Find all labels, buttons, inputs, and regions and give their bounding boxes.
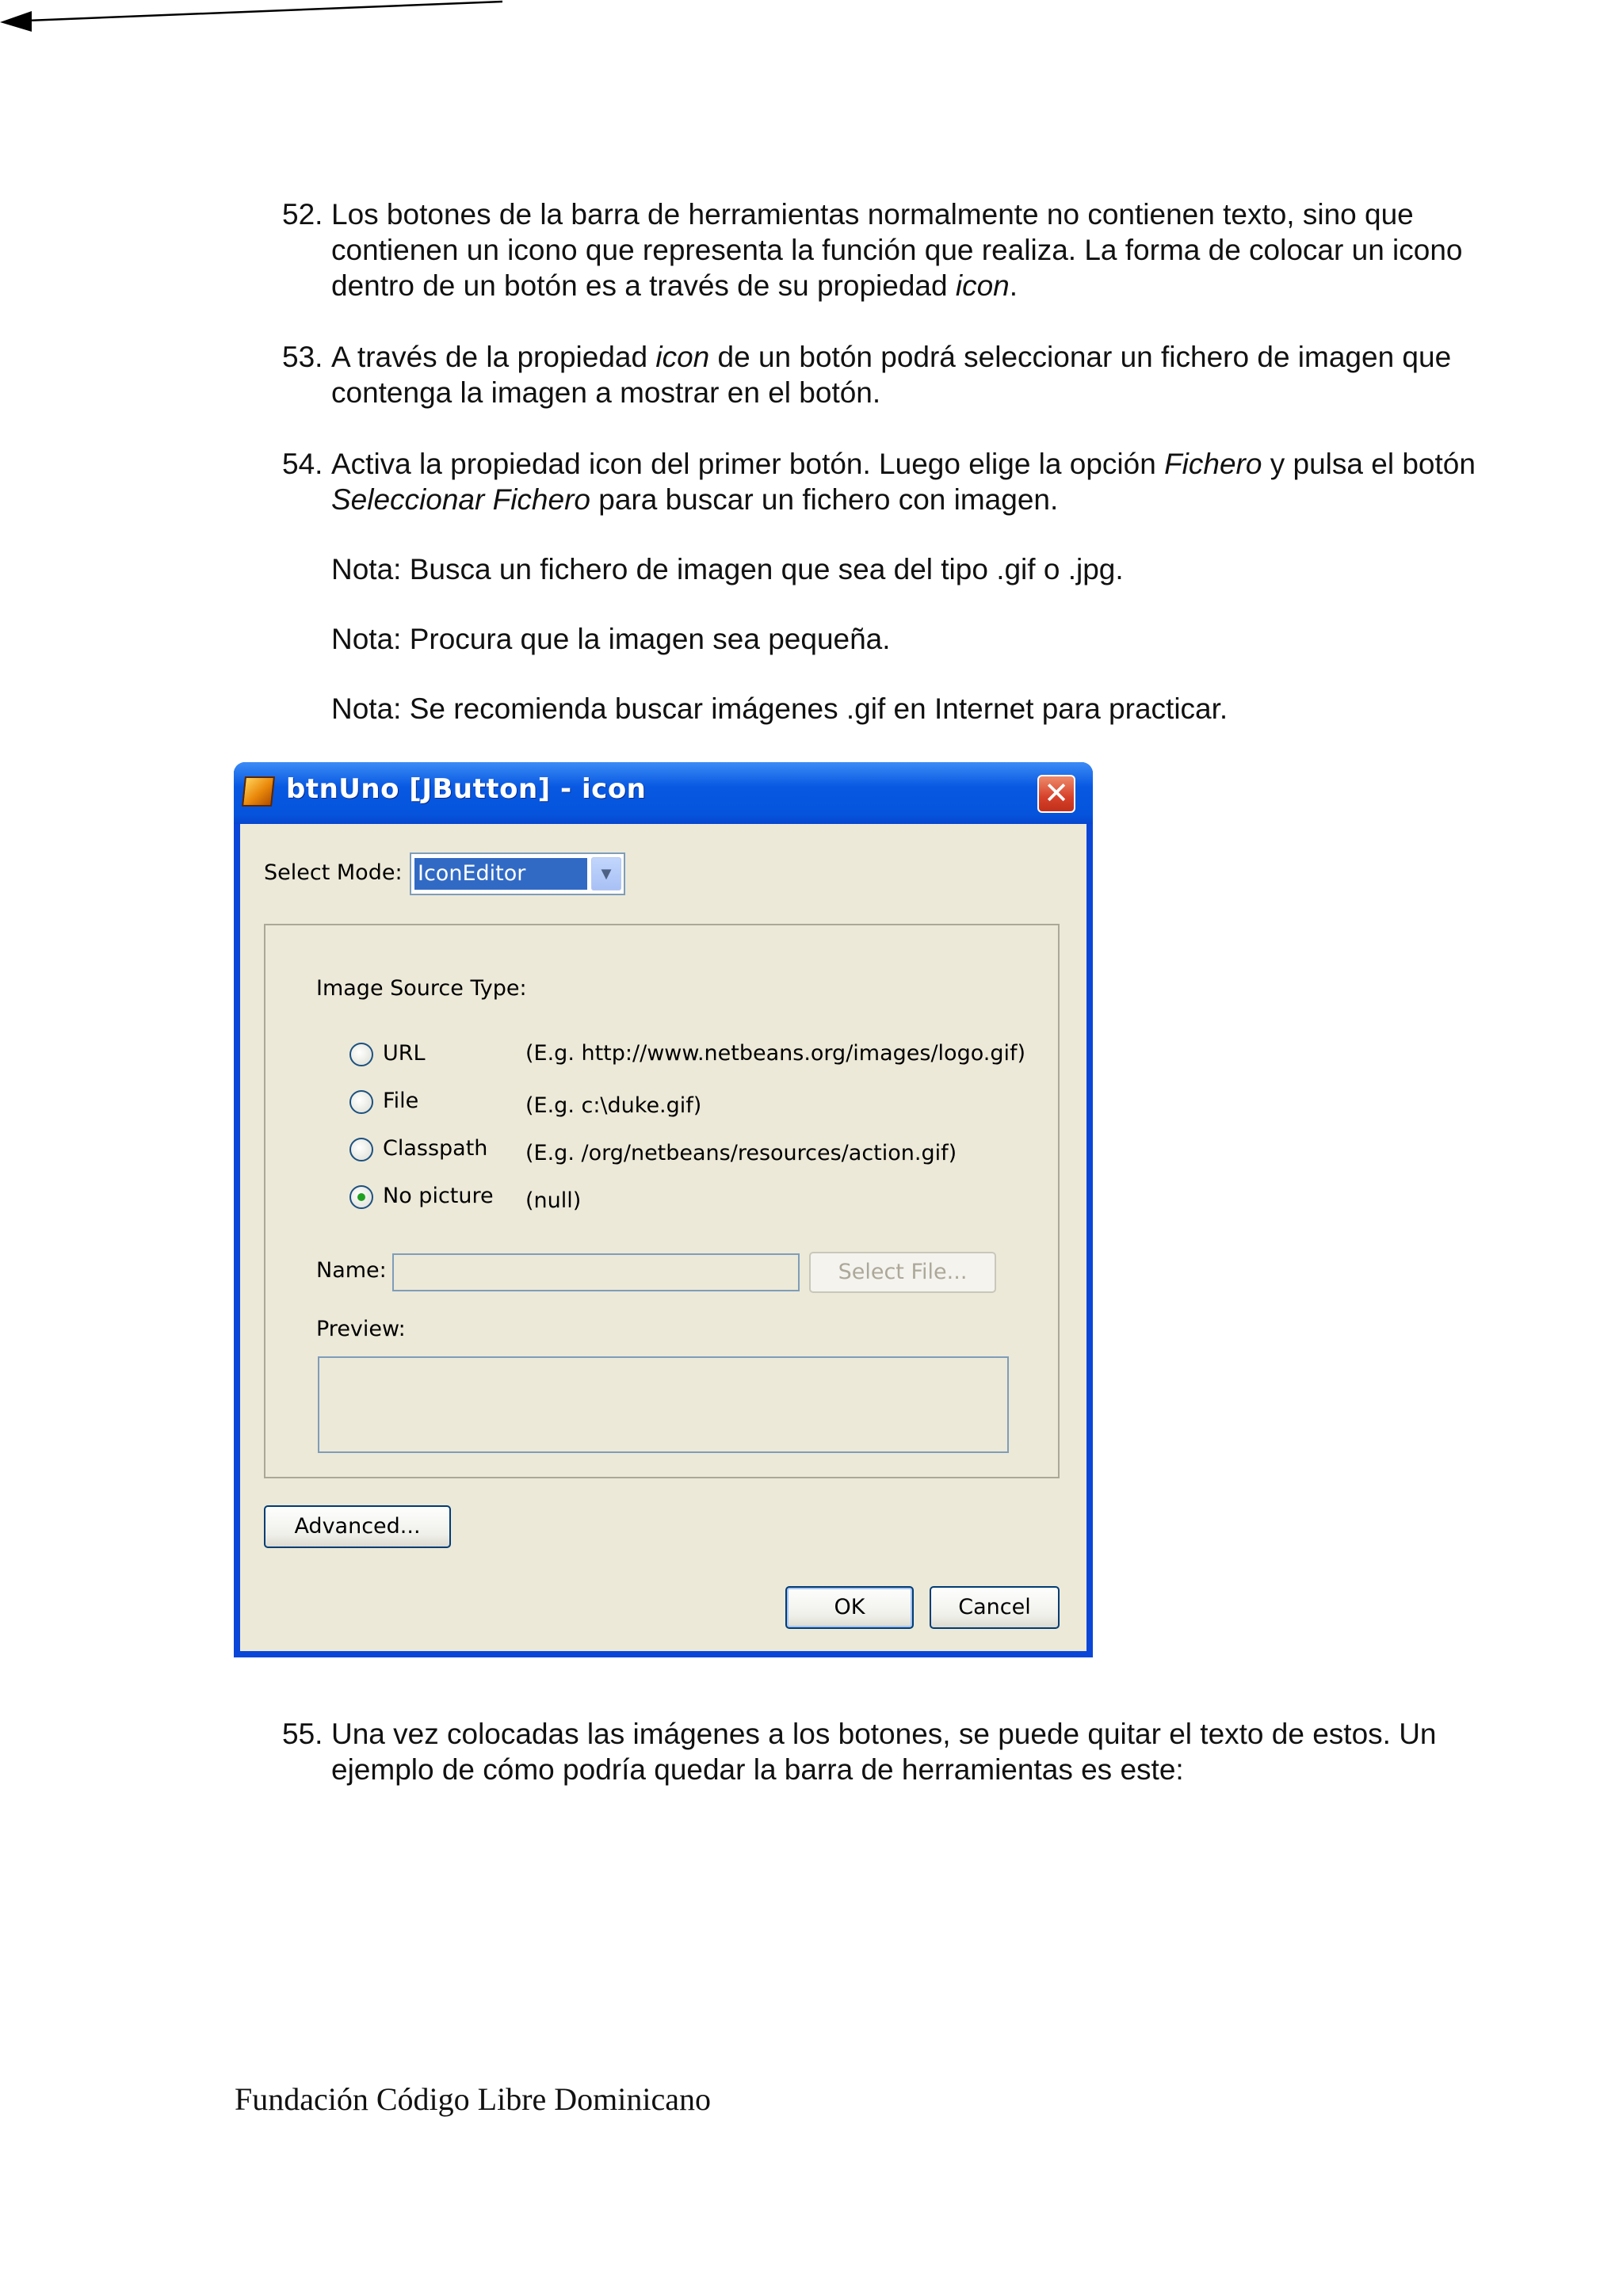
text-run: A través de la propiedad (331, 341, 656, 373)
file-radio[interactable] (349, 1090, 373, 1114)
select-mode-value: IconEditor (414, 858, 587, 890)
classpath-radio[interactable] (349, 1138, 373, 1161)
italic-text-run: icon (955, 269, 1010, 302)
radio-selected-dot (357, 1193, 365, 1201)
text-run: . (1009, 269, 1018, 302)
preview-label: Preview: (316, 1317, 406, 1341)
close-button[interactable]: ✕ (1037, 775, 1075, 813)
text-run: para buscar un fichero con imagen. (590, 483, 1059, 516)
file-option-label: File (383, 1089, 419, 1113)
java-cup-icon (242, 776, 275, 807)
file-example: (E.g. c:\duke.gif) (525, 1093, 702, 1118)
select-mode-label: Select Mode: (264, 860, 403, 885)
classpath-example: (E.g. /org/netbeans/resources/action.gif) (525, 1141, 957, 1165)
name-field[interactable] (392, 1253, 800, 1291)
preview-box (318, 1356, 1009, 1453)
name-label: Name: (316, 1258, 387, 1283)
italic-text-run: Seleccionar Fichero (331, 483, 590, 516)
footer: Fundación Código Libre Dominicano (235, 2081, 712, 2117)
classpath-option-label: Classpath (383, 1136, 488, 1161)
dialog-title-bar[interactable] (234, 762, 1093, 824)
note-2: Nota: Procura que la imagen sea pequeña. (331, 623, 891, 655)
text-run: de un botón podrá seleccionar un fichero de imagen que contenga la imagen a mostrar en el botón. (331, 341, 1452, 409)
item-number: 53. (282, 341, 323, 373)
item-number: 55. (282, 1718, 323, 1750)
no-picture-option-label: No picture (383, 1184, 494, 1208)
item-number: 52. (282, 198, 323, 231)
item-text (331, 1716, 1518, 1787)
text-run: Una vez colocadas las imágenes a los botones, se puede quitar el texto de estos. Un ejemplo de cómo podría quedar la barra de herramientas es este: (331, 1718, 1437, 1786)
note-3: Nota: Se recomienda buscar imágenes .gif en Internet para practicar. (331, 692, 1228, 725)
chevron-down-icon[interactable]: ▼ (591, 857, 621, 891)
text-run: Activa la propiedad icon del primer botón. Luego elige la opción (331, 448, 1165, 480)
text-run: Los botones de la barra de herramientas normalmente no contienen texto, sino que contienen un icono que representa la función que realiza. La forma de colocar un icono dentro de un botón es a través de su propiedad (331, 198, 1463, 302)
dialog-body (240, 824, 1086, 1651)
no-picture-radio[interactable] (349, 1185, 373, 1209)
arrow-graphic (0, 0, 507, 40)
note-1: Nota: Busca un fichero de imagen que sea del tipo .gif o .jpg. (331, 553, 1124, 585)
image-source-panel (264, 924, 1060, 1478)
text-run: y pulsa el botón (1262, 448, 1476, 480)
url-radio[interactable] (349, 1043, 373, 1066)
ok-button[interactable]: OK (785, 1586, 914, 1629)
item-text (331, 339, 1518, 410)
url-example: (E.g. http://www.netbeans.org/images/logo.gif) (525, 1041, 1026, 1066)
select-mode-combo[interactable] (410, 852, 625, 895)
item-number: 54. (282, 448, 323, 480)
advanced-button[interactable]: Advanced... (264, 1505, 451, 1548)
icon-dialog (234, 762, 1093, 1657)
italic-text-run: Fichero (1164, 448, 1262, 480)
item-text (331, 446, 1518, 517)
italic-text-run: icon (655, 341, 710, 373)
image-source-label: Image Source Type: (316, 976, 527, 1001)
dialog-title: btnUno [JButton] - icon (286, 773, 647, 805)
select-file-button[interactable]: Select File... (809, 1252, 996, 1293)
no-picture-example: (null) (525, 1188, 582, 1213)
url-option-label: URL (383, 1041, 426, 1066)
cancel-button[interactable]: Cancel (930, 1586, 1060, 1629)
item-text (331, 196, 1518, 303)
